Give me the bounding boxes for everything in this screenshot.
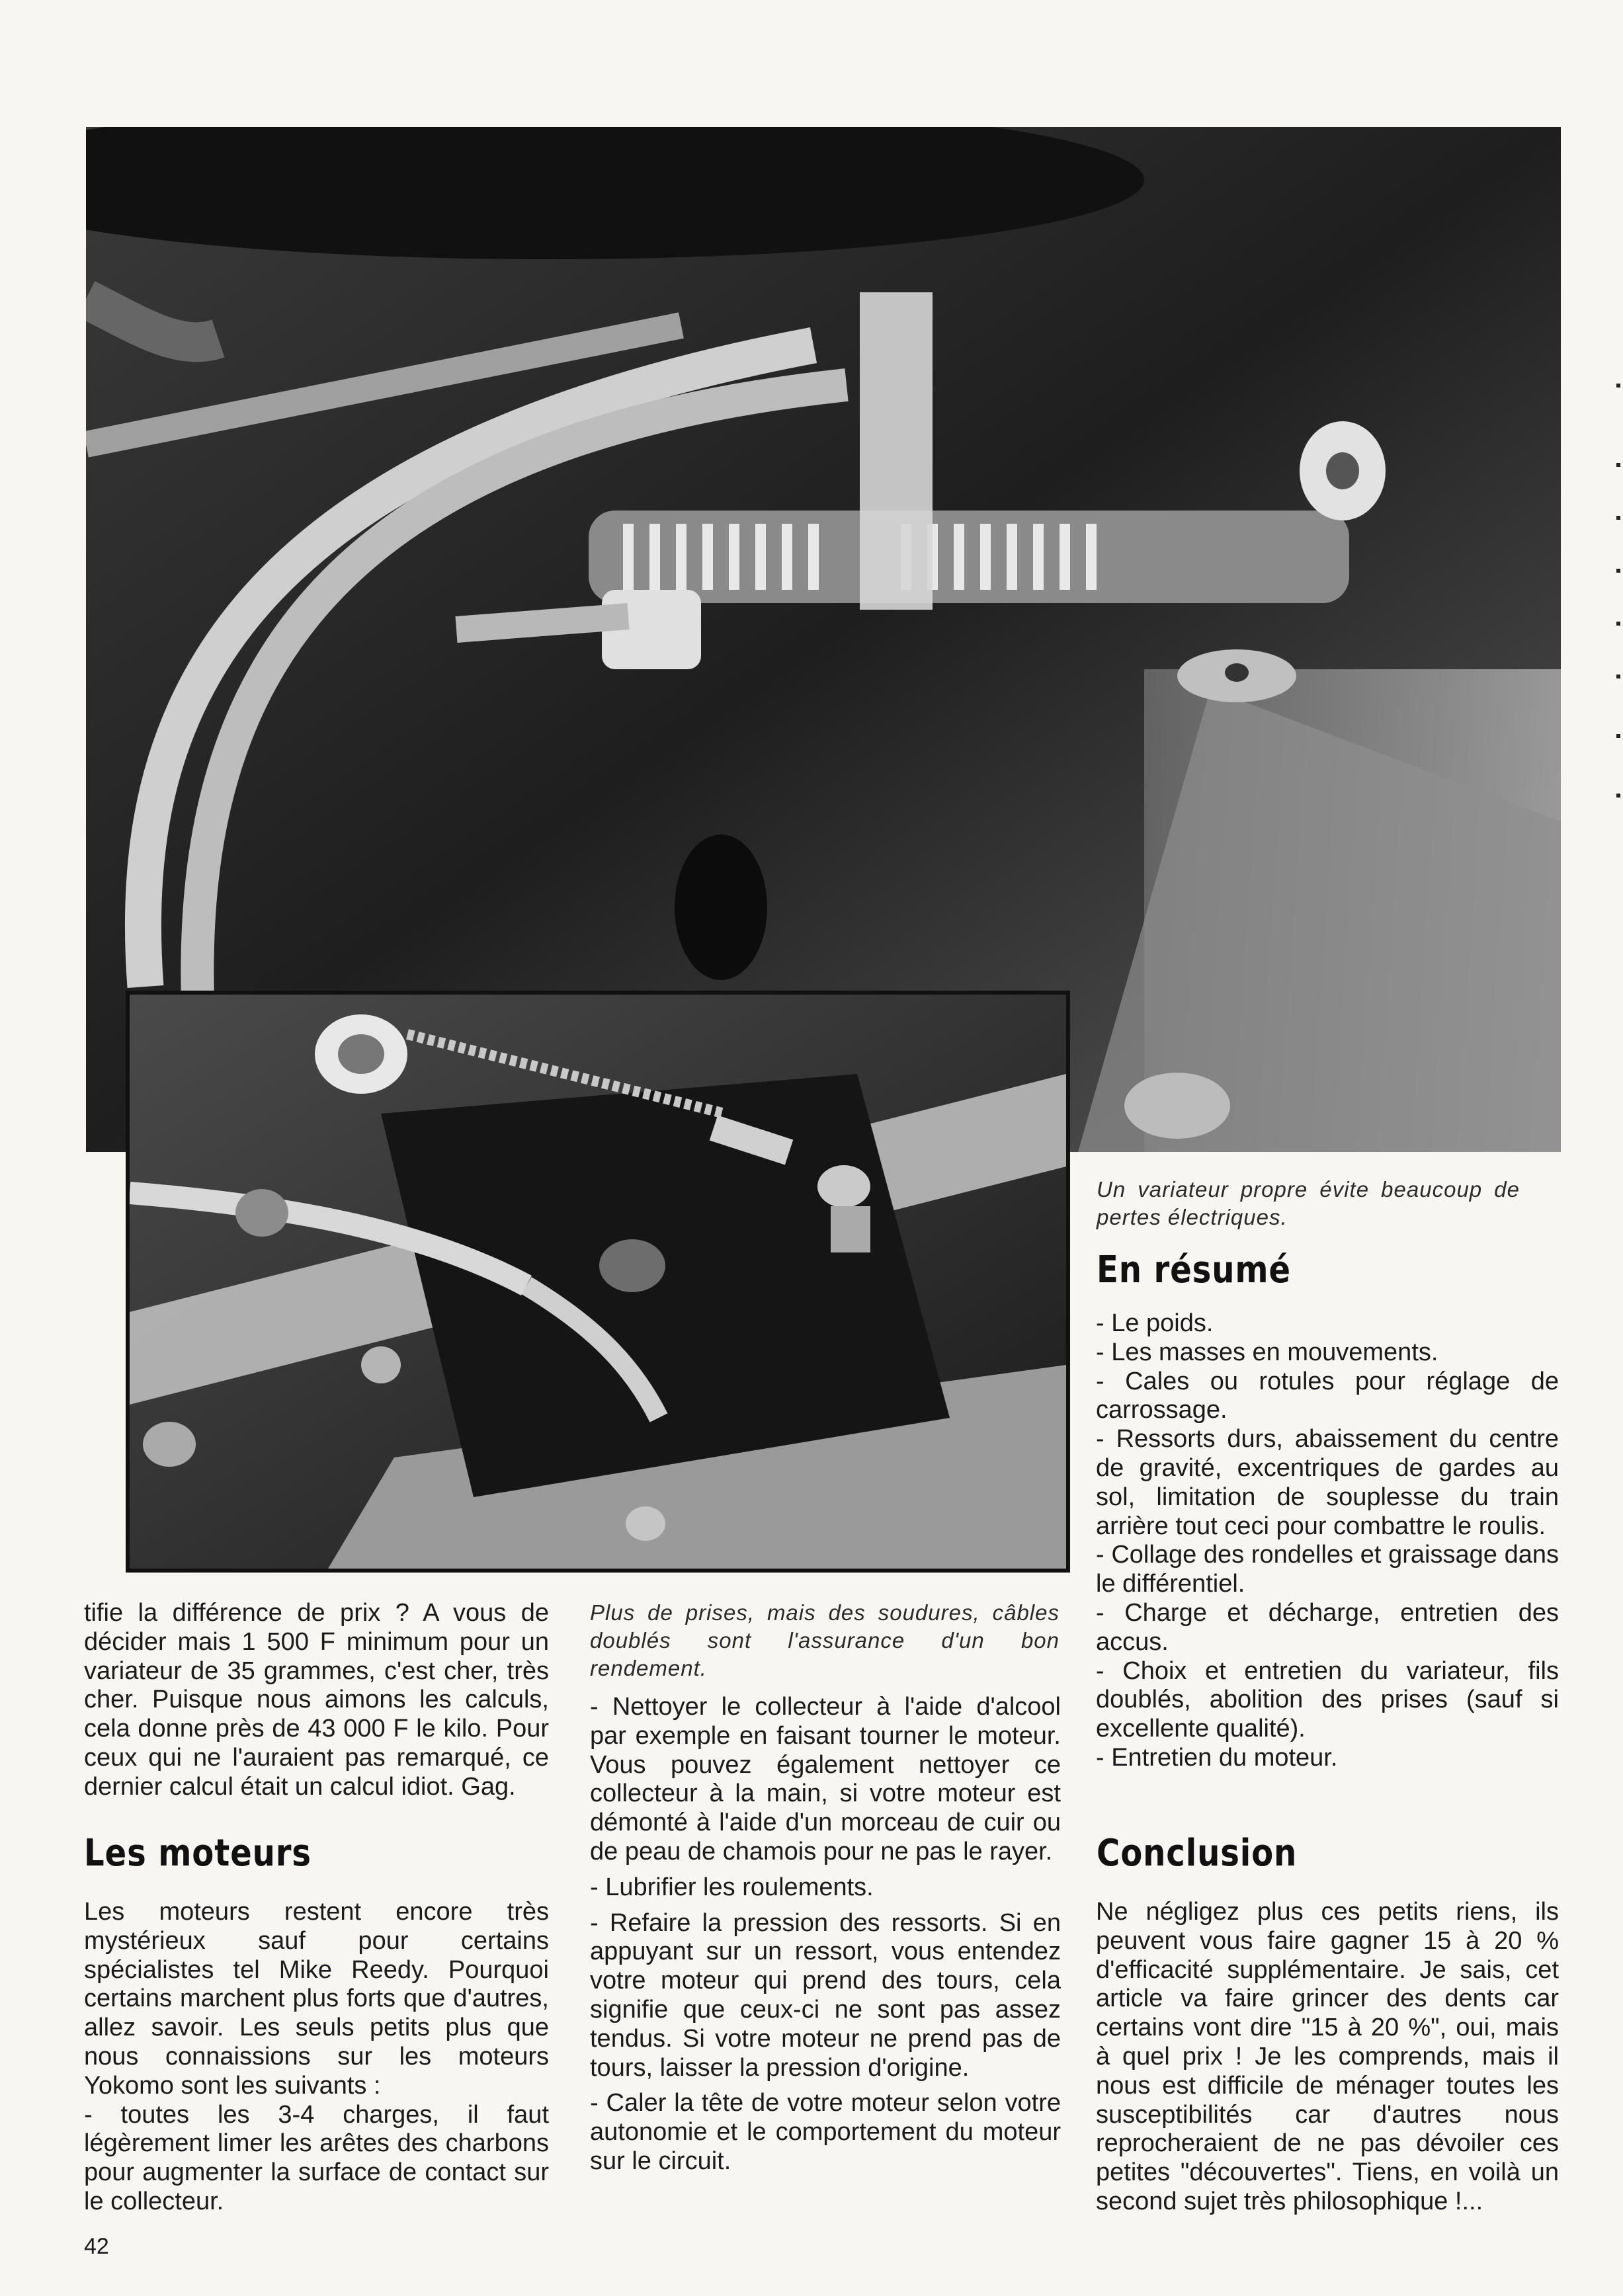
list-item: - Refaire la pression des ressorts. Si en appuyant sur un ressort, vous entendez votre moteur qui prend des tours, cela signifie que ceux-ci ne sont pas assez tendus. Si votre moteur ne prend pas de tours, laisser la pression d'origine. (590, 1908, 1061, 2082)
inset-photo-caption: Plus de prises, mais des soudures, câbles doublés sont l'assurance d'un bon rendement. (590, 1600, 1060, 1680)
moteurs-bullet: - toutes les 3-4 charges, il faut légèrement limer les arêtes des charbons pour augmenter la surface de contact sur le collecteur. (84, 2100, 549, 2215)
scan-mark (1616, 794, 1620, 798)
list-item: - Caler la tête de votre moteur selon votre autonomie et le comportement du moteur sur le circuit. (590, 2089, 1061, 2175)
summary-item: - Collage des rondelles et graissage dans le différentiel. (1096, 1541, 1559, 1598)
soldered-cables-photo (130, 995, 1066, 1569)
left-column (84, 1599, 549, 1809)
main-photo-caption: Un variateur propre évite beaucoup de pertes électriques. (1097, 1177, 1520, 1229)
section-heading-conclusion: Conclusion (1097, 1832, 1298, 1875)
scan-mark (1616, 516, 1620, 520)
list-item: - Lubrifier les roulements. (590, 1873, 874, 1901)
list-item: - Nettoyer le collecteur à l'aide d'alcool par exemple en faisant tourner le moteur. Vous pouvez également nettoyer ce collecteur à la main, si votre moteur est démonté à l'aide d'un morceau de cuir ou de peau de chamois pour ne pas le rayer. (590, 1693, 1061, 1866)
intro-paragraph: tifie la différence de prix ? A vous de décider mais 1 500 F minimum pour un variateur de 35 grammes, c'est cher, très cher. Puisque nous aimons les calculs, cela donne près de 43 000 F le kilo. Pour ceux qui ne l'auraient pas remarqué, ce dernier calcul était un calcul idiot. Gag. (84, 1599, 549, 1801)
conclusion-paragraph: Ne négligez plus ces petits riens, ils peuvent vous faire gagner 15 à 20 % d'efficacité supplémentaire. Je sais, cet article va faire grincer des dents car certains vont dire "15 à 20 %", oui, mais à quel prix ! Je les comprends, mais il nous est difficile de ménager toutes les susceptibilités car d'autres nous reprocheraient de ne pas dévoiler ces petites "découvertes". Tiens, en voilà un second sujet très philosophique !... (1096, 1898, 1559, 2215)
left-column-moteurs (84, 1898, 549, 2223)
scan-mark (1616, 675, 1620, 678)
summary-item: - Choix et entretien du variateur, fils doublés, abolition des prises (sauf si excellente qualité). (1096, 1657, 1559, 1743)
scan-mark (1616, 384, 1620, 388)
summary-item: - Le poids. (1096, 1309, 1214, 1337)
inset-photo (126, 991, 1070, 1573)
summary-list (1096, 1309, 1559, 1773)
summary-item: - Charge et décharge, entretien des accus. (1096, 1598, 1559, 1656)
section-heading-resume: En résumé (1097, 1249, 1291, 1292)
moteurs-paragraph: Les moteurs restent encore très mystérieux sauf pour certains spécialistes tel Mike Reedy. Pourquoi certains marchent plus forts que d'autres, allez savoir. Les seuls petits plus que nous connaissions sur les moteurs Yokomo sont les suivants : (84, 1898, 549, 2100)
conclusion-block (1096, 1898, 1559, 2223)
page-number: 42 (84, 2234, 109, 2259)
summary-item: - Les masses en mouvements. (1096, 1338, 1438, 1366)
scan-mark (1616, 622, 1620, 626)
middle-column (590, 1693, 1061, 2183)
scan-mark (1616, 569, 1620, 573)
summary-item: - Entretien du moteur. (1096, 1743, 1338, 1772)
summary-item: - Ressorts durs, abaissement du centre de gravité, excentriques de gardes au sol, limitation de souplesse du train arrière tout ceci pour combattre le roulis. (1096, 1425, 1559, 1540)
summary-item: - Cales ou rotules pour réglage de carrossage. (1096, 1367, 1559, 1424)
section-heading-moteurs: Les moteurs (84, 1832, 312, 1875)
scan-mark (1616, 734, 1620, 738)
scan-mark (1616, 463, 1620, 467)
